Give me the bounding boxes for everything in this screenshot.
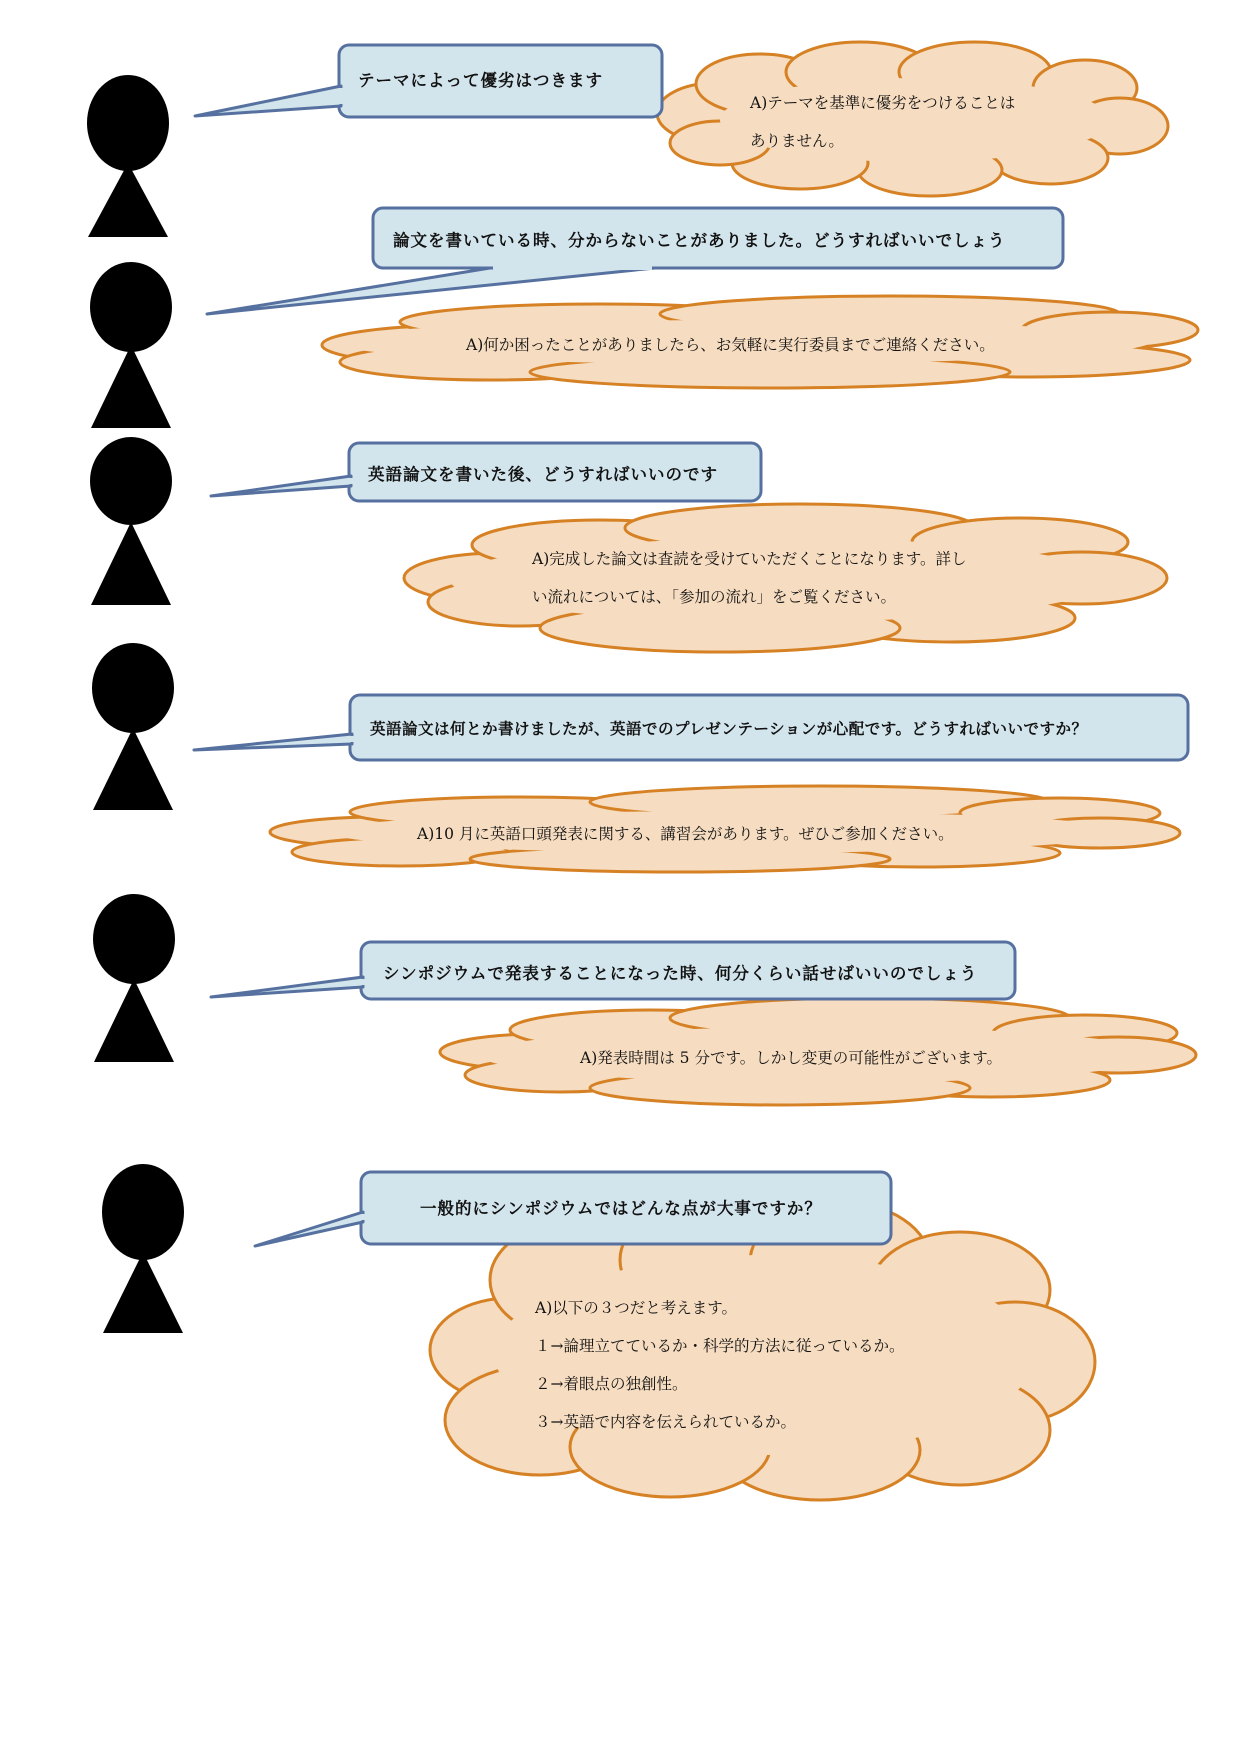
answer-line: A)以下の３つだと考えます。 [535,1299,738,1317]
answer-text-2 [466,333,995,355]
person-icon-5 [93,894,175,1062]
answer-text-3 [532,540,967,616]
answer-line: い流れについては、「参加の流れ」をご覧ください。 [532,588,896,606]
question-text-4: 英語論文は何とか書けましたが、英語でのプレゼンテーションが心配です。どうすればいいですか？ [370,720,1088,738]
answer-line: A)何か困ったことがありましたら、お気軽に実行委員までご連絡ください。 [466,336,995,354]
answer-line: A)完成した論文は査読を受けていただくことになります。詳し [532,550,967,568]
answer-text-6 [535,1289,905,1441]
answer-line: １→論理立てているか・科学的方法に従っているか。 [535,1337,905,1355]
question-text-1: テーマによって優劣はつきます [358,71,603,90]
person-icon-2 [90,262,172,428]
answer-line: A)10 月に英語口頭発表に関する、講習会があります。ぜひご参加ください。 [417,825,954,843]
question-text-3: 英語論文を書いた後、どうすればいいのです [368,465,718,484]
question-text-6: 一般的にシンポジウムではどんな点が大事ですか？ [420,1199,822,1218]
answer-line: ２→着眼点の独創性。 [535,1375,688,1393]
question-text-5: シンポジウムで発表することになった時、何分くらい話せばいいのでしょう [383,964,978,983]
answer-text-5 [580,1046,1002,1068]
answer-line: A)テーマを基準に優劣をつけることは [750,94,1016,112]
person-icon-4 [92,643,174,810]
question-text-2: 論文を書いている時、分からないことがありました。どうすればいいでしょう [393,231,1006,250]
answer-line: ありません。 [750,132,844,150]
answer-text-1 [750,84,1015,160]
person-icon-6 [102,1164,184,1333]
answer-line: A)発表時間は 5 分です。しかし変更の可能性がございます。 [580,1049,1002,1067]
answer-text-4 [417,822,954,844]
person-icon-3 [90,437,172,605]
answer-line: ３→英語で内容を伝えられているか。 [535,1413,796,1431]
person-icon-1 [87,75,169,237]
